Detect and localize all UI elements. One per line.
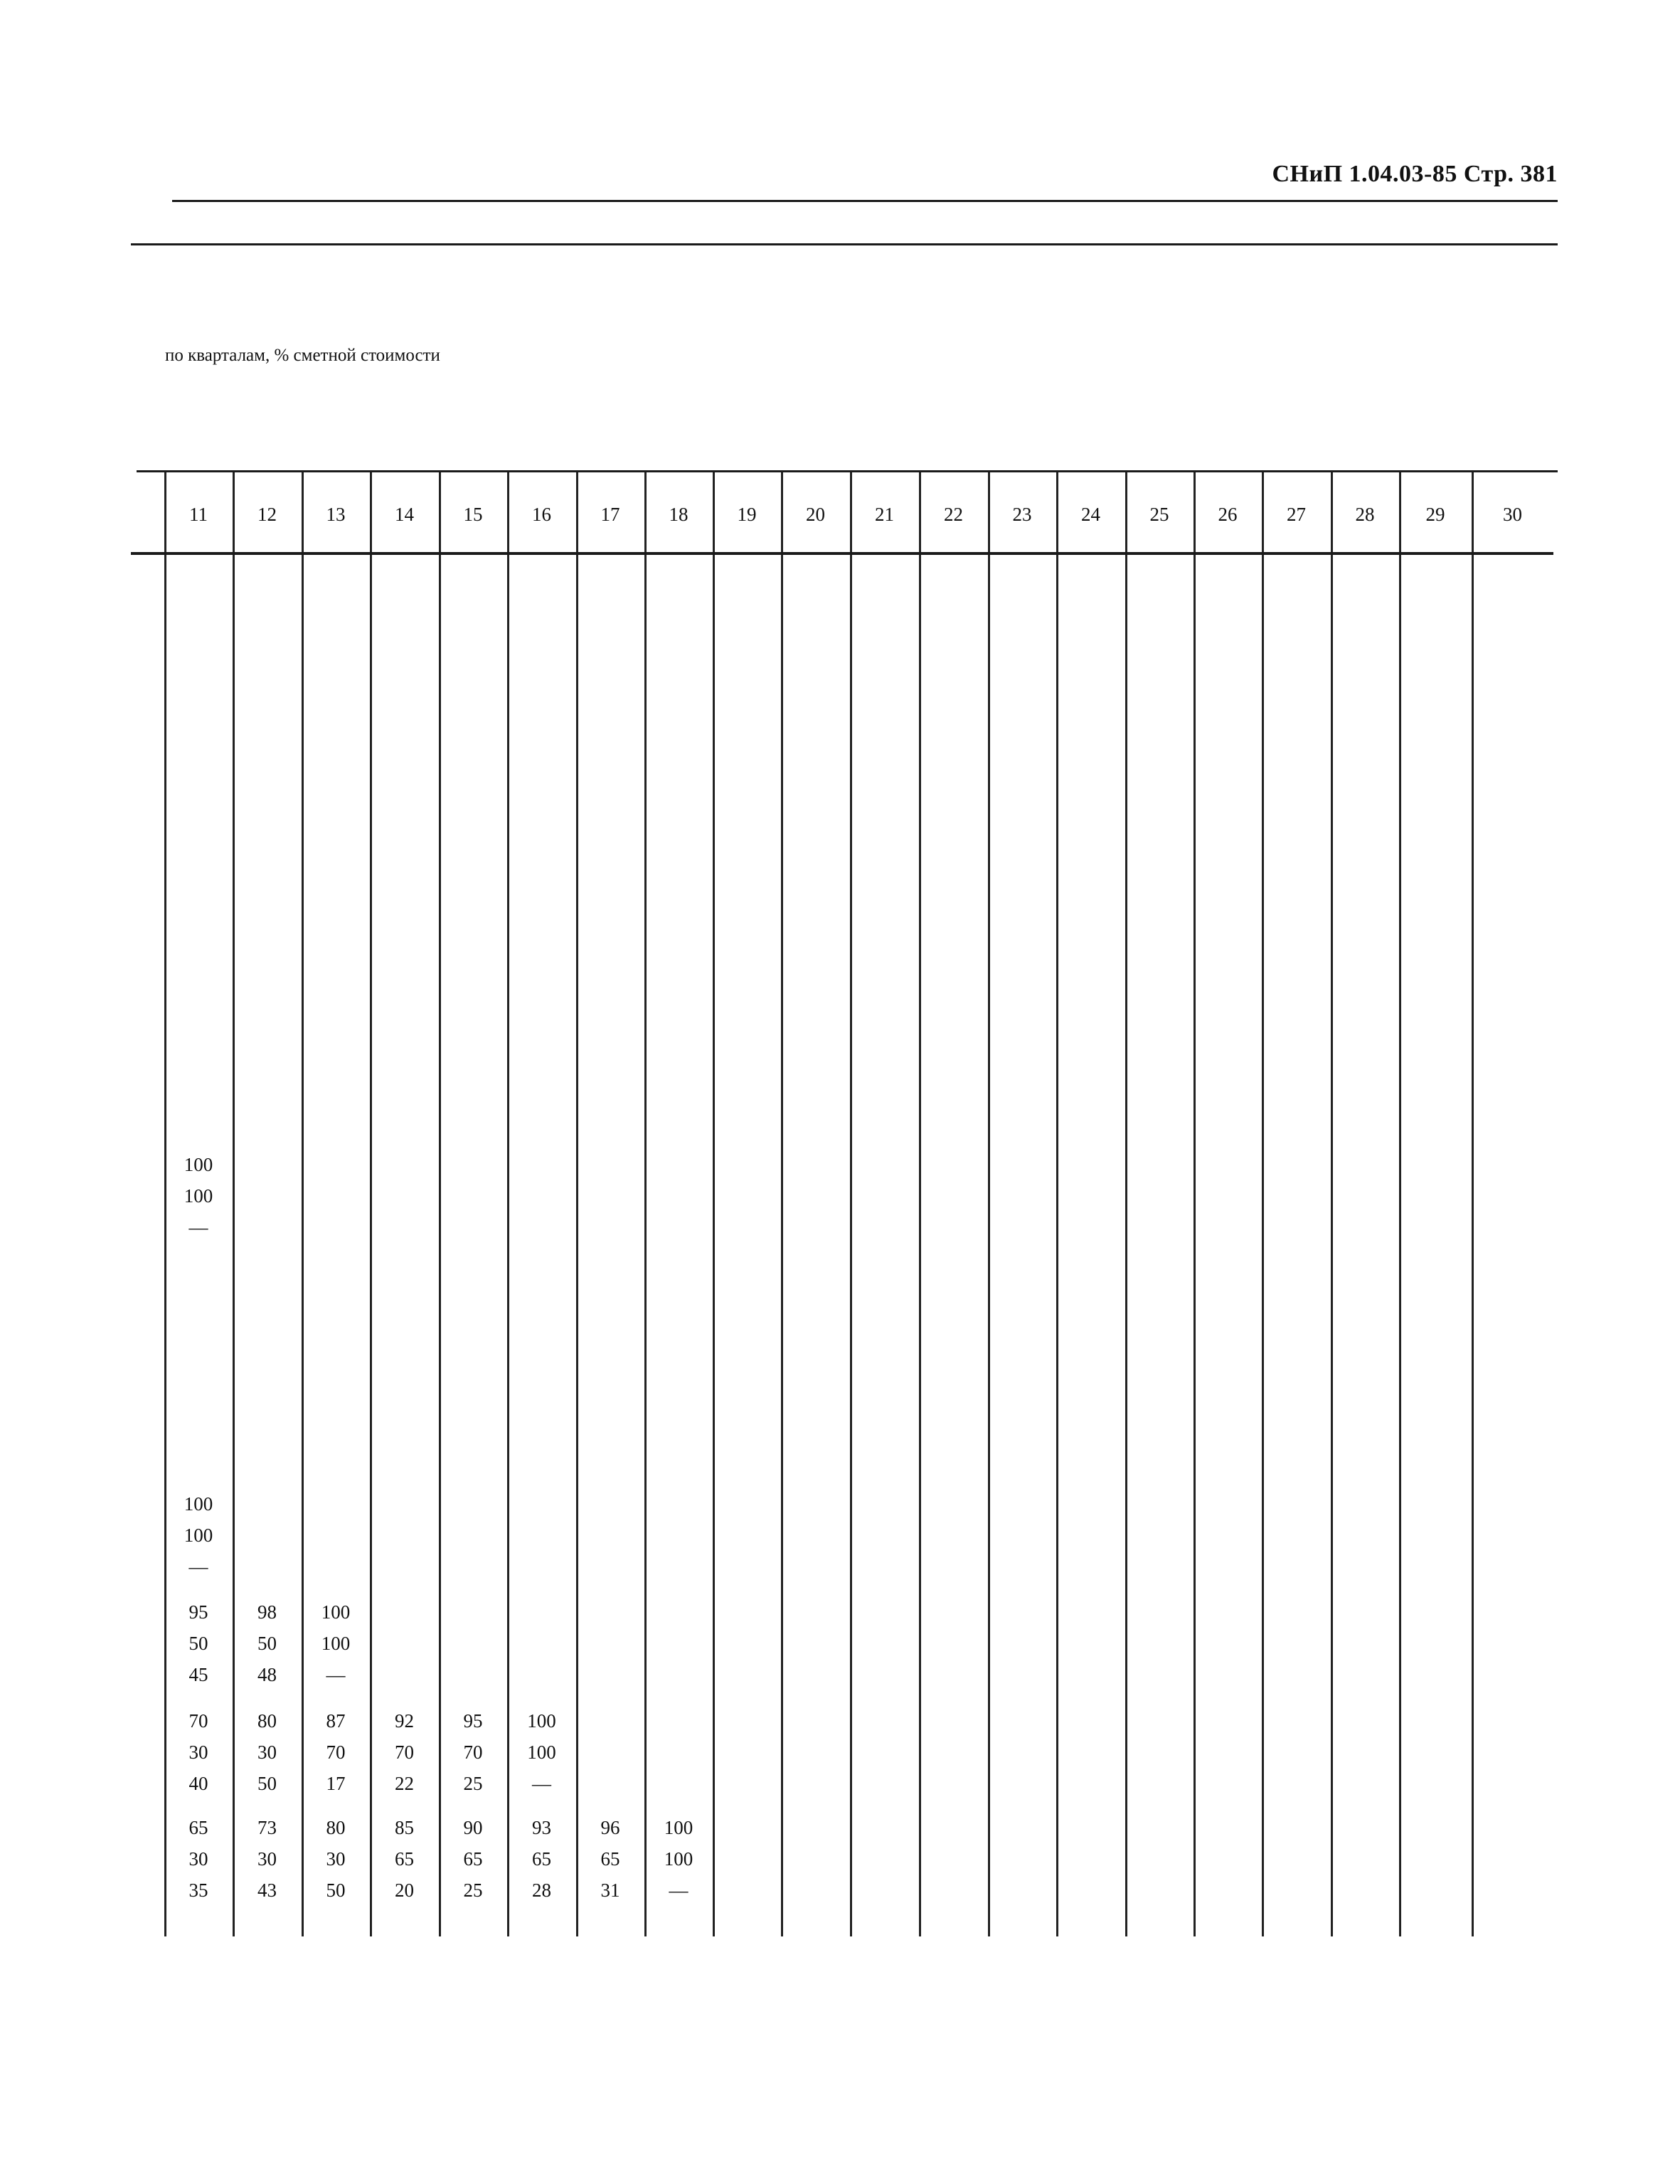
- body-column-divider: [439, 555, 441, 1936]
- column-header: 11: [189, 504, 208, 525]
- table-cell: 25: [463, 1773, 483, 1794]
- table-cell: 65: [463, 1848, 483, 1870]
- table-cell: 50: [257, 1773, 277, 1794]
- table-cell: 28: [532, 1880, 551, 1901]
- table-cell: 87: [326, 1710, 346, 1732]
- column-header: 12: [257, 504, 277, 525]
- column-header: 15: [463, 504, 483, 525]
- table-caption: по кварталам, % сметной стоимости: [165, 346, 440, 365]
- header-column-divider: [781, 472, 783, 552]
- table-cell: 20: [395, 1880, 414, 1901]
- body-column-divider: [507, 555, 509, 1936]
- body-column-divider: [370, 555, 372, 1936]
- page-header: СНиП 1.04.03-85 Стр. 381: [1272, 161, 1558, 187]
- header-column-divider: [439, 472, 441, 552]
- body-column-divider: [302, 555, 304, 1936]
- table-cell: 100: [664, 1817, 693, 1838]
- table-cell: —: [188, 1556, 208, 1577]
- table-cell: 100: [184, 1154, 213, 1175]
- header-column-divider: [1262, 472, 1264, 552]
- table-cell: 100: [184, 1493, 213, 1515]
- table-cell: 31: [600, 1880, 620, 1901]
- table-cell: 50: [257, 1633, 277, 1654]
- table-cell: 50: [326, 1880, 346, 1901]
- body-column-divider: [233, 555, 235, 1936]
- table-cell: 100: [184, 1185, 213, 1207]
- header-column-divider: [370, 472, 372, 552]
- column-header: 13: [326, 504, 346, 525]
- header-column-divider: [576, 472, 578, 552]
- table-cell: 90: [463, 1817, 483, 1838]
- table-cell: 100: [184, 1525, 213, 1546]
- table-cell: 100: [527, 1710, 556, 1732]
- body-column-divider: [988, 555, 990, 1936]
- column-header: 20: [806, 504, 825, 525]
- column-header: 26: [1218, 504, 1238, 525]
- column-header: 14: [395, 504, 414, 525]
- header-column-divider: [164, 472, 166, 552]
- table-cell: 22: [395, 1773, 414, 1794]
- body-column-divider: [781, 555, 783, 1936]
- table-cell: —: [326, 1664, 346, 1685]
- body-column-divider: [850, 555, 852, 1936]
- table-cell: 100: [321, 1601, 351, 1623]
- table-cell: 30: [188, 1742, 208, 1763]
- table-cell: 100: [527, 1742, 556, 1763]
- header-column-divider: [1056, 472, 1058, 552]
- body-column-divider: [1262, 555, 1264, 1936]
- header-column-divider: [233, 472, 235, 552]
- column-header: 25: [1149, 504, 1169, 525]
- table-cell: 100: [321, 1633, 351, 1654]
- table-cell: 30: [257, 1742, 277, 1763]
- table-cell: 45: [188, 1664, 208, 1685]
- header-column-divider: [507, 472, 509, 552]
- table-cell: 65: [600, 1848, 620, 1870]
- table-cell: 35: [188, 1880, 208, 1901]
- table-cell: 65: [532, 1848, 551, 1870]
- column-header: 18: [669, 504, 689, 525]
- table-cell: 85: [395, 1817, 414, 1838]
- table-cell: 50: [188, 1633, 208, 1654]
- table-cell: 92: [395, 1710, 414, 1732]
- table-cell: 100: [664, 1848, 693, 1870]
- body-column-divider: [1472, 555, 1474, 1936]
- column-header: 22: [944, 504, 963, 525]
- body-column-divider: [1056, 555, 1058, 1936]
- table-cell: 30: [188, 1848, 208, 1870]
- header-column-divider: [1472, 472, 1474, 552]
- table-cell: 40: [188, 1773, 208, 1794]
- table-cell: 95: [463, 1710, 483, 1732]
- table-cell: 30: [326, 1848, 346, 1870]
- table-cell: 70: [395, 1742, 414, 1763]
- table-cell: —: [188, 1216, 208, 1238]
- table-cell: 98: [257, 1601, 277, 1623]
- body-column-divider: [164, 555, 166, 1936]
- table-cell: 43: [257, 1880, 277, 1901]
- table-cell: 30: [257, 1848, 277, 1870]
- column-header: 30: [1503, 504, 1522, 525]
- table-cell: 73: [257, 1817, 277, 1838]
- header-column-divider: [988, 472, 990, 552]
- column-header: 24: [1081, 504, 1100, 525]
- table-cell: 65: [188, 1817, 208, 1838]
- column-header: 28: [1355, 504, 1375, 525]
- column-header: 17: [600, 504, 620, 525]
- header-column-divider: [1193, 472, 1196, 552]
- column-header: 27: [1287, 504, 1306, 525]
- table-cell: 93: [532, 1817, 551, 1838]
- column-header: 19: [737, 504, 757, 525]
- table-cell: 70: [188, 1710, 208, 1732]
- column-header: 21: [875, 504, 894, 525]
- body-column-divider: [644, 555, 647, 1936]
- header-column-divider: [1331, 472, 1333, 552]
- column-header: 23: [1012, 504, 1032, 525]
- table-cell: 48: [257, 1664, 277, 1685]
- table-cell: 70: [326, 1742, 346, 1763]
- body-column-divider: [1399, 555, 1401, 1936]
- table-cell: 80: [326, 1817, 346, 1838]
- body-column-divider: [713, 555, 715, 1936]
- table-cell: —: [669, 1880, 689, 1901]
- table-cell: 17: [326, 1773, 346, 1794]
- table-cell: 96: [600, 1817, 620, 1838]
- header-column-divider: [1399, 472, 1401, 552]
- header-column-divider: [644, 472, 647, 552]
- header-column-divider: [1125, 472, 1127, 552]
- body-column-divider: [1193, 555, 1196, 1936]
- table-cell: 70: [463, 1742, 483, 1763]
- body-column-divider: [1331, 555, 1333, 1936]
- table-cell: 80: [257, 1710, 277, 1732]
- column-header: 16: [532, 504, 551, 525]
- table-cell: —: [532, 1773, 551, 1794]
- body-column-divider: [576, 555, 578, 1936]
- column-header: 29: [1425, 504, 1445, 525]
- table-cell: 95: [188, 1601, 208, 1623]
- header-column-divider: [713, 472, 715, 552]
- table-cell: 65: [395, 1848, 414, 1870]
- header-column-divider: [919, 472, 921, 552]
- table-cell: 25: [463, 1880, 483, 1901]
- header-column-divider: [850, 472, 852, 552]
- header-column-divider: [302, 472, 304, 552]
- body-column-divider: [1125, 555, 1127, 1936]
- body-column-divider: [919, 555, 921, 1936]
